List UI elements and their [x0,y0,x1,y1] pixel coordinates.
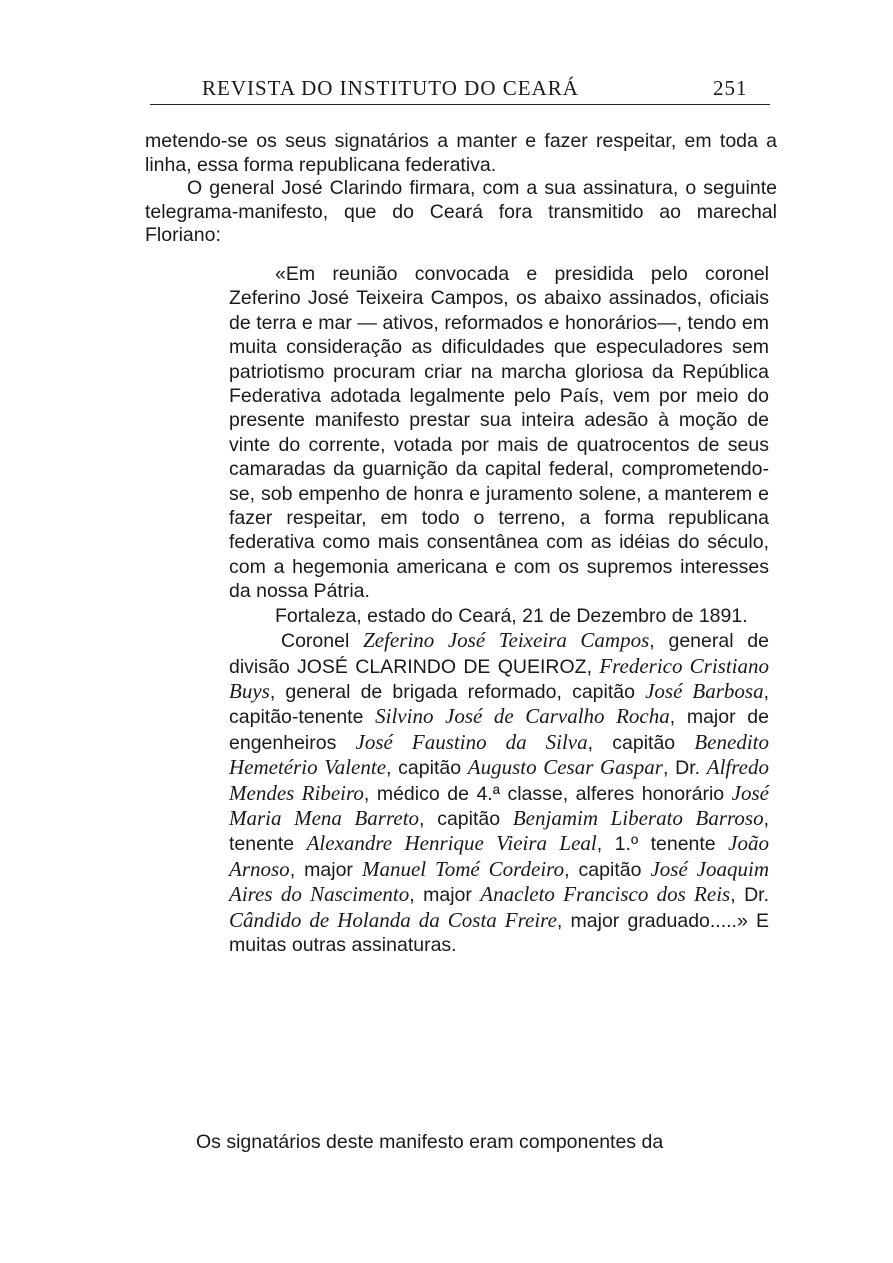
sig-text: , major de engenheiros [229,706,769,754]
sig-text: , major [409,884,481,907]
sig-text: , major graduado.....» E muitas outras assinaturas. [229,909,770,956]
sig-text: , capitão [564,858,651,881]
sig-text: Coronel [281,630,364,653]
signatory-name: José Faustino da Silva [355,729,588,754]
sig-text: , capitão-tenente [229,680,769,729]
signatory-name: Alfredo Mendes Ribeiro [229,755,769,805]
signatory-name: Cândido de Holanda da Costa Freire [229,907,557,932]
signatory-name: Zeferino José Teixeira Campos [363,628,650,653]
signatory-name: Manuel Tomé Cordeiro [361,856,565,881]
signatory-name: Anacleto Francisco dos Reis [480,882,731,907]
signatory-name: Frederico Cristiano Buys [229,653,770,703]
signatory-name: Benedito Hemetério Valente [229,729,769,780]
sig-text: , tenente [229,807,769,856]
sig-text: , general de brigada reformado, capitão [269,680,646,703]
paragraph: metendo-se os seus signatários a manter e fazer respeitar, em toda a linha, essa forma republicana federativa. [145,130,777,176]
paragraph: O general José Clarindo firmara, com a sua assinatura, o seguinte telegrama-manifesto, que do Ceará fora transmitido ao marechal Floriano: [145,177,777,246]
sig-text: , 1.º tenente [596,833,729,856]
signatory-name: José Barbosa [645,678,764,703]
signatory-name: Silvino José de Carvalho Rocha [375,704,670,729]
signatory-name: José Joaquim Aires do Nascimento [229,856,770,907]
signatory-name: José Maria Mena Barreto [229,780,769,830]
journal-title: REVISTA DO INSTITUTO DO CEARÁ [202,76,579,100]
page-number: 251 [713,76,748,100]
closing-line: Os signatários deste manifesto eram componentes da [196,1131,664,1153]
sig-text: , capitão [419,807,513,830]
sig-text: , Dr. [662,757,707,780]
signatory-name: Augusto Cesar Gaspar [467,755,663,780]
sig-text: , capitão [386,757,468,780]
sig-text: , Dr. [730,884,769,907]
signatory-name: Benjamim Liberato Barroso [512,805,764,830]
sig-text: , major [289,858,362,881]
signatories [229,628,769,957]
signatory-name: João Arnoso [229,831,769,881]
sig-text: , médico de 4.ª classe, alferes honorário [363,782,732,805]
header-rule [150,104,770,105]
sig-text: , general de divisão JOSÉ CLARINDO DE QUEIROZ, [229,630,769,678]
sig-text: , capitão [587,731,695,754]
signatory-name: Alexandre Henrique Vieira Leal [306,831,597,856]
manifesto-date-line: Fortaleza, estado do Ceará, 21 de Dezembro de 1891. [275,604,748,627]
manifesto-text: «Em reunião convocada e presidida pelo coronel Zeferino José Teixeira Campos, os abaixo assinados, oficiais de terra e mar — ativos, reformados e honorários—, tendo em muita consideração as dificuldades que especuladores sem patriotismo procuram criar na marcha gloriosa da República Federativa adotada legalmente pelo País, vem por meio do presente manifesto prestar sua inteira adesão à moção de vinte do corrente, votada por mais de quatrocentos de seus camaradas da guarnição da capital federal, comprometendo-se, sob empenho de honra e juramento solene, a manterem e fazer respeitar, em todo o terreno, a forma republicana federativa como mais consentânea com as idéias do século, com a hegemonia americana e com os supremos interesses da nossa Pátria. [229,263,769,603]
telegram-manifesto [229,262,769,957]
main-text [145,130,777,248]
